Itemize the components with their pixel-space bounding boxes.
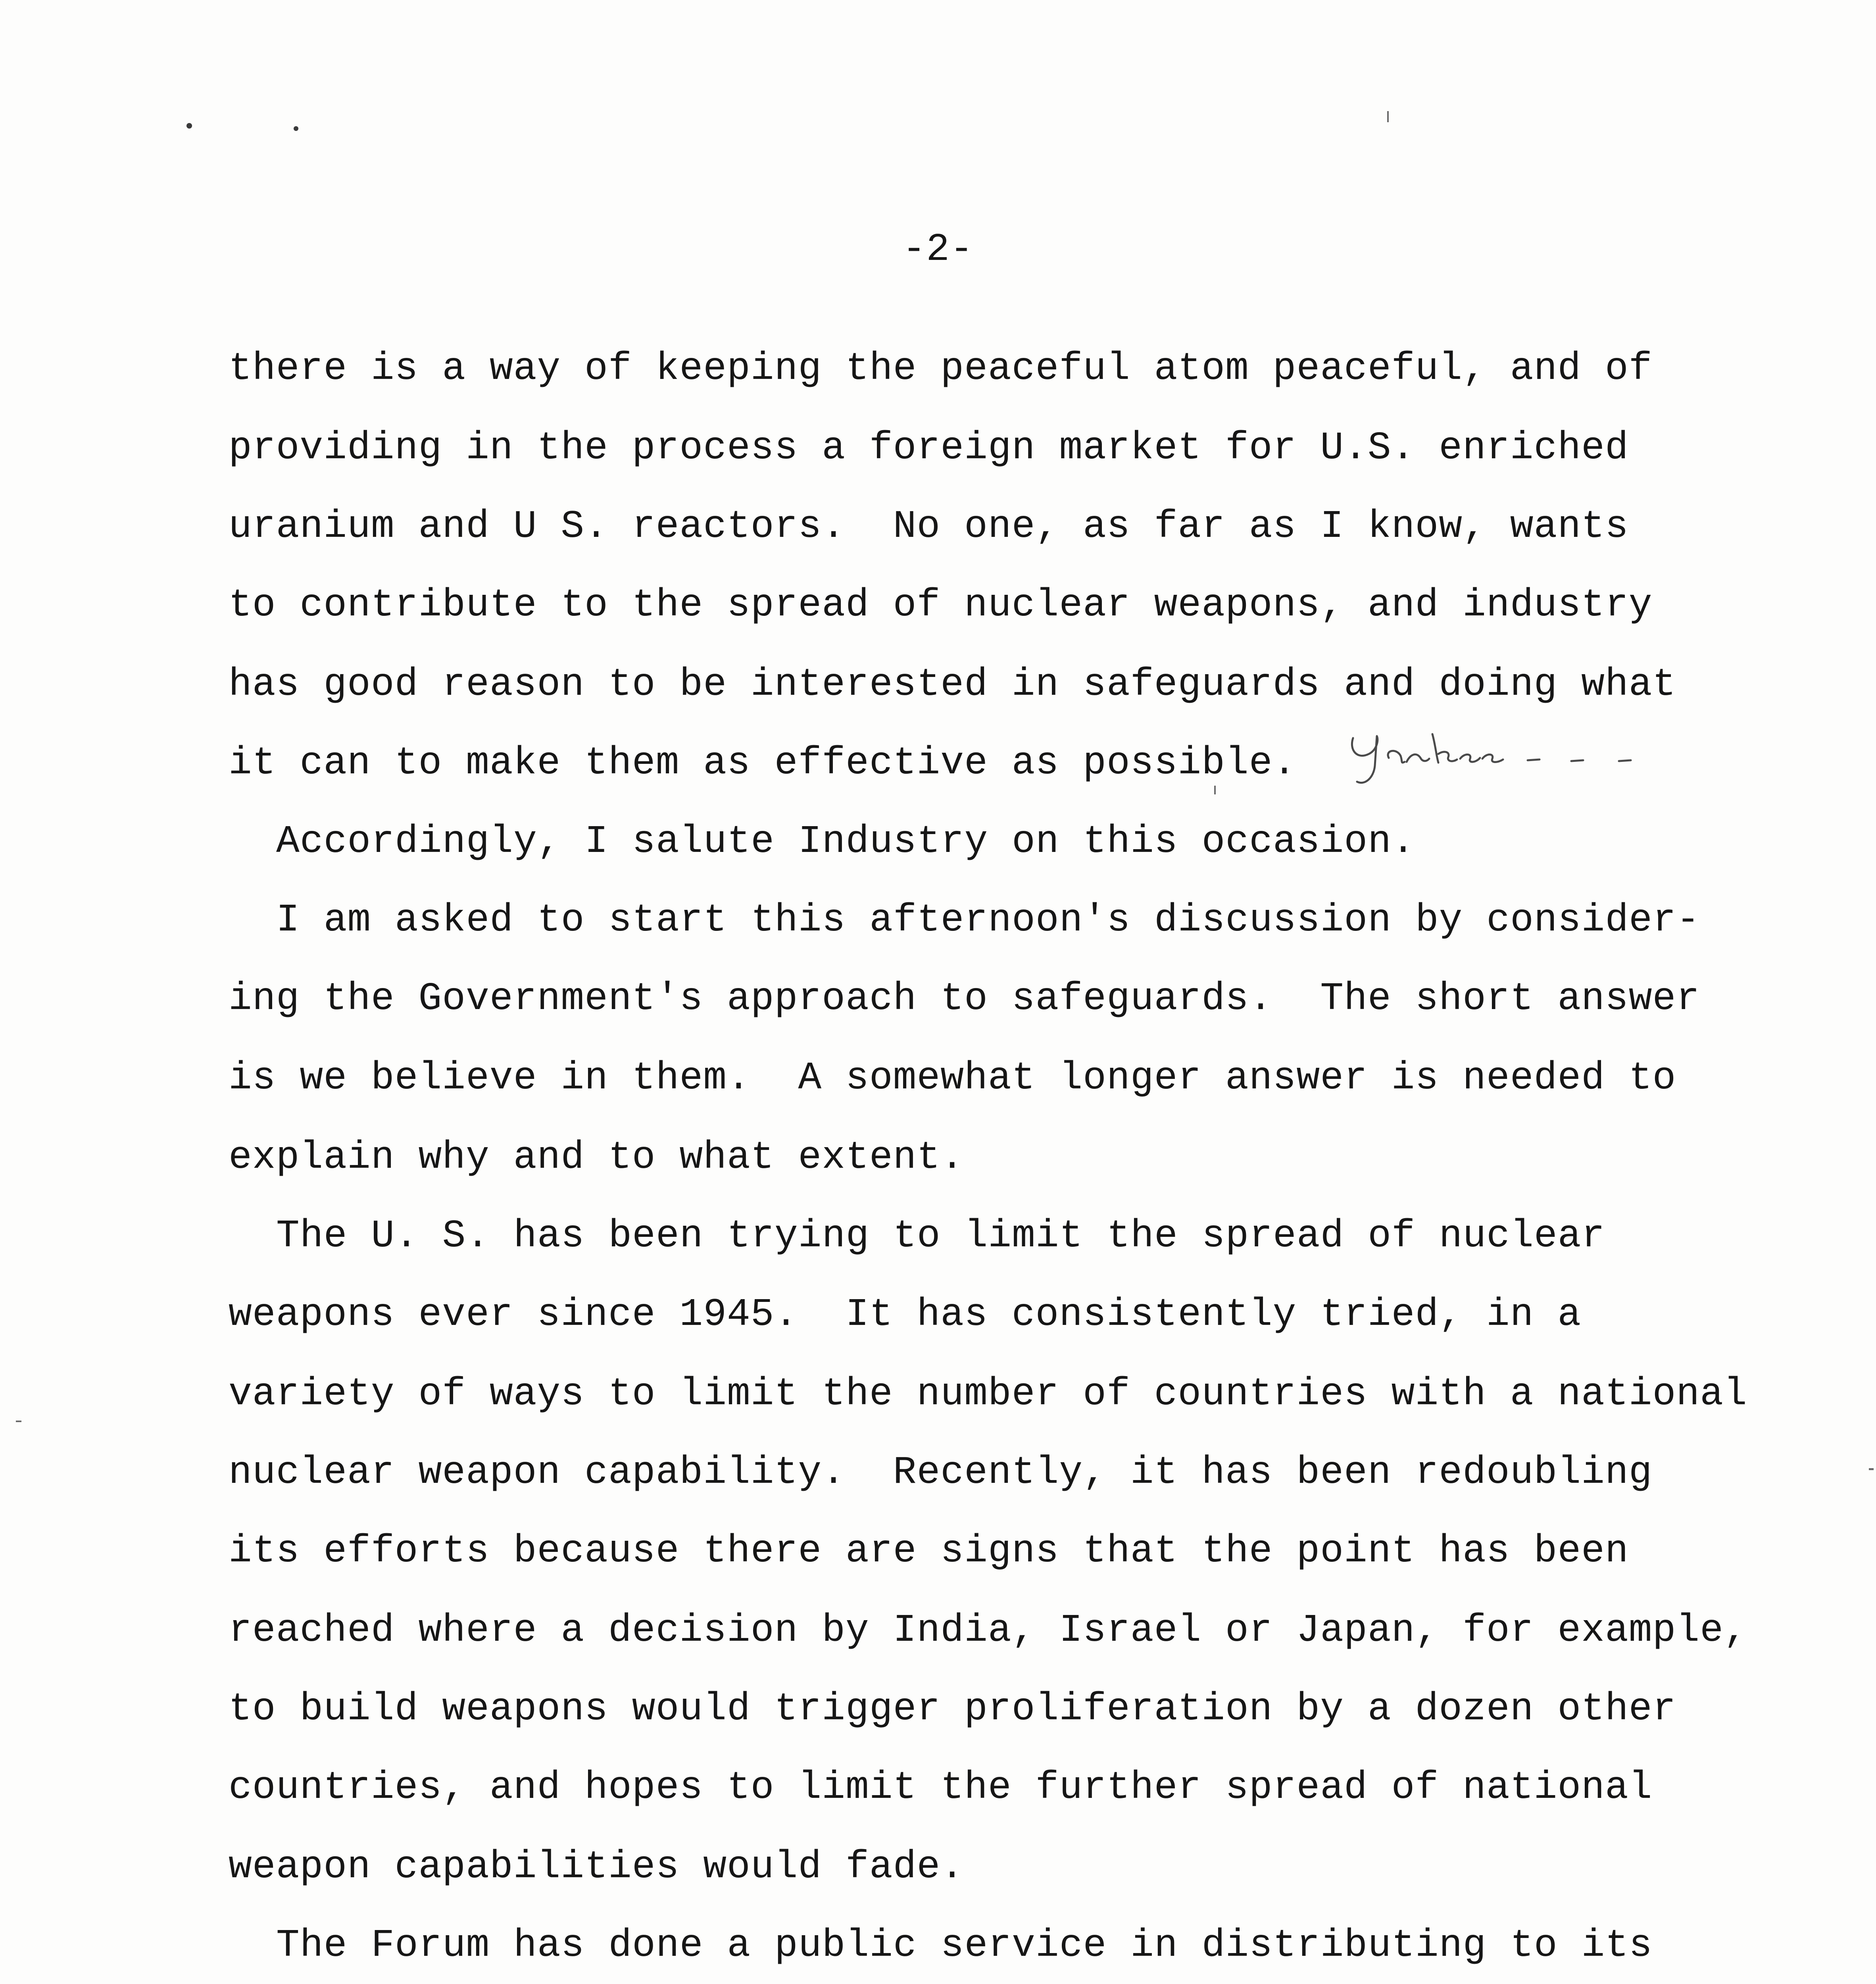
text-line: countries, and hopes to limit the further spread of national (229, 1766, 1653, 1810)
text-line: is we believe in them. A somewhat longer answer is needed to (229, 1056, 1676, 1100)
text-line: reached where a decision by India, Israel or Japan, for example, (229, 1609, 1747, 1653)
handwritten-annotation (1341, 722, 1722, 790)
page-number: -2- (902, 228, 974, 272)
paper-mark (16, 1421, 21, 1422)
text-line: weapon capabilities would fade. (229, 1845, 965, 1889)
text-line: The U. S. has been trying to limit the spread of nuclear (276, 1214, 1605, 1258)
text-line: nuclear weapon capability. Recently, it has been redoubling (229, 1451, 1653, 1495)
text-line: there is a way of keeping the peaceful atom peaceful, and of (229, 347, 1653, 391)
text-line: Accordingly, I salute Industry on this occasion. (276, 820, 1415, 864)
text-line: variety of ways to limit the number of countries with a national (229, 1372, 1747, 1416)
paper-mark (1869, 1468, 1874, 1470)
paper-speck (186, 123, 192, 129)
text-line: explain why and to what extent. (229, 1136, 965, 1180)
text-line: has good reason to be interested in safeguards and doing what (229, 663, 1676, 707)
paper-speck (294, 126, 298, 131)
text-line: I am asked to start this afternoon's discussion by consider- (276, 898, 1700, 942)
text-line: to contribute to the spread of nuclear weapons, and industry (229, 583, 1653, 627)
paper-mark (1387, 111, 1389, 122)
text-line: its efforts because there are signs that the point has been (229, 1529, 1629, 1573)
text-line: ing the Government's approach to safeguards. The short answer (229, 977, 1700, 1021)
text-line: to build weapons would trigger proliferation by a dozen other (229, 1687, 1676, 1731)
text-line: The Forum has done a public service in distributing to its (276, 1924, 1653, 1968)
text-line: providing in the process a foreign market for U.S. enriched (229, 426, 1629, 470)
text-line: uranium and U S. reactors. No one, as far as I know, wants (229, 505, 1629, 549)
text-line: it can to make them as effective as possible. (229, 741, 1297, 785)
text-line: weapons ever since 1945. It has consistently tried, in a (229, 1293, 1582, 1337)
